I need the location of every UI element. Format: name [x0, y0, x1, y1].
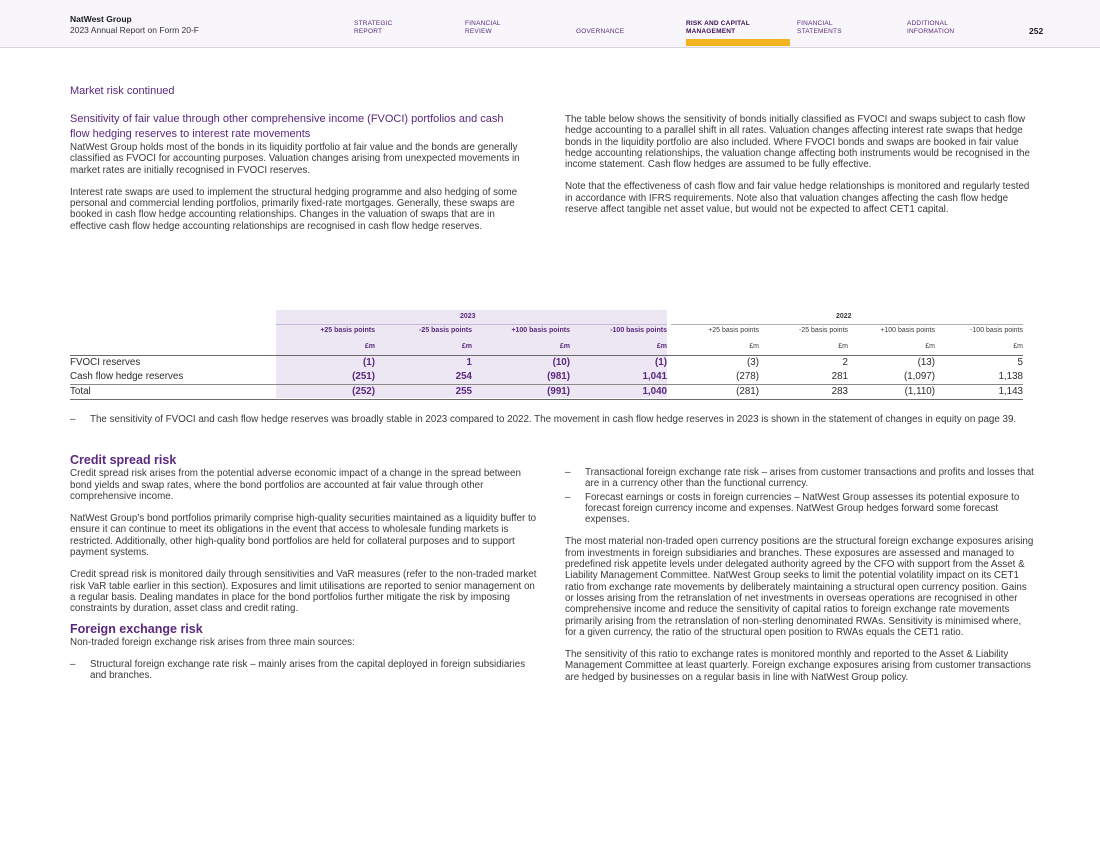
unit-label: £m — [925, 343, 935, 350]
table-cell: (278) — [736, 371, 759, 382]
row-label: FVOCI reserves — [70, 357, 141, 368]
nav-line: GOVERNANCE — [576, 27, 625, 35]
paragraph: Credit spread risk arises from the potential adverse economic impact of a change in the spread between bond yields and swap rates, where the bond portfolios are accounted at fair value through other comprehensive income. — [70, 468, 521, 502]
table-cell: 1,138 — [998, 371, 1023, 382]
nav-line: REVIEW — [465, 27, 492, 35]
divider — [70, 355, 1023, 356]
row-label: Cash flow hedge reserves — [70, 371, 184, 382]
company-name: NatWest Group — [70, 14, 132, 24]
nav-line: INFORMATION — [907, 27, 955, 35]
nav-strategic-report[interactable] — [354, 20, 393, 35]
table-cell: 254 — [455, 371, 472, 382]
unit-label: £m — [838, 343, 848, 350]
year-2023-header: 2023 — [460, 313, 476, 320]
table-cell: (1) — [655, 357, 667, 368]
list-item-text: Structural foreign exchange rate risk – mainly arises from the capital deployed in foreign subsidiaries and branches. — [90, 659, 526, 682]
report-title: 2023 Annual Report on Form 20-F — [70, 25, 199, 35]
table-cell: 1,143 — [998, 386, 1023, 397]
column-header: +100 basis points — [880, 327, 935, 334]
nav-line: REPORT — [354, 27, 383, 35]
table-cell: (981) — [547, 371, 570, 382]
nav-line: ADDITIONAL — [907, 20, 949, 27]
dash-marker: – — [565, 491, 571, 503]
table-cell: 1 — [466, 357, 472, 368]
page-header — [0, 0, 1100, 48]
table-cell: (281) — [736, 386, 759, 397]
unit-label: £m — [559, 343, 570, 350]
fx-risk-heading: Foreign exchange risk — [70, 621, 203, 636]
nav-line: FINANCIAL — [797, 20, 833, 27]
nav-line: RISK AND CAPITAL — [686, 20, 750, 27]
table-footnote — [70, 414, 1030, 426]
paragraph: Non-traded foreign exchange risk arises from three main sources: — [70, 636, 355, 648]
column-header: +25 basis points — [708, 327, 759, 334]
credit-spread-heading: Credit spread risk — [70, 453, 177, 467]
column-header: -100 basis points — [610, 327, 667, 334]
column-header: -25 basis points — [419, 327, 472, 334]
nav-line: MANAGEMENT — [686, 27, 736, 35]
column-header-row — [70, 327, 1023, 340]
paragraph: NatWest Group holds most of the bonds in its liquidity portfolio at fair value and the bonds are generally classified as FVOCI for accounting purposes. Valuation changes arising from unexpected movements in market rates are initially recognised in FVOCI reserves. — [70, 142, 520, 176]
column-header: -100 basis points — [970, 327, 1023, 334]
nav-financial-statements[interactable] — [797, 20, 842, 35]
table-cell: (10) — [552, 357, 570, 368]
list-item-text: Transactional foreign exchange rate risk – arises from customer transactions and profits and losses that are in a currency other than the functional currency. — [585, 467, 1034, 490]
table-cell: (1,110) — [904, 386, 935, 397]
table-row-total — [70, 386, 1023, 399]
dash-marker: – — [70, 414, 76, 425]
table-cell: 1,041 — [642, 371, 667, 382]
active-tab-indicator — [686, 39, 790, 46]
table-cell: (991) — [547, 386, 570, 397]
table-cell: 255 — [455, 386, 472, 397]
table-cell: (13) — [917, 357, 935, 368]
paragraph: Interest rate swaps are used to implement the structural hedging programme and also hedging of some personal and commercial lending portfolios, primarily fixed-rate mortgages. Generally, these swaps are booked in cash flow hedge accounting relationships. Changes in the valuation of swaps that are in effective cash flow hedge accounting relationships are recognised in cash flow hedge reserves. — [70, 186, 518, 232]
table-cell: (1,097) — [903, 371, 935, 382]
nav-additional-information[interactable] — [907, 20, 954, 35]
nav-line: FINANCIAL — [465, 20, 501, 27]
table-cell: (251) — [352, 371, 375, 382]
table-cell: (3) — [747, 357, 759, 368]
unit-label: £m — [1013, 343, 1023, 350]
divider — [70, 384, 1023, 385]
divider — [276, 324, 667, 325]
nav-line: STATEMENTS — [797, 27, 842, 35]
table-row — [70, 371, 1023, 384]
paragraph: The sensitivity of this ratio to exchange rates is monitored monthly and reported to the Asset & Liability Management Committee at least quarterly. Foreign exchange exposures arising from customer transactions are hedged by businesses on a regular basis in line with NatWest Group policy. — [565, 649, 1031, 683]
table-cell: 283 — [831, 386, 848, 397]
unit-label: £m — [749, 343, 759, 350]
nav-governance[interactable] — [576, 28, 624, 36]
paragraph: Note that the effectiveness of cash flow and fair value hedge relationships is monitored and regularly tested in accordance with IFRS requirements. Note also that valuation changes affecting the cash flow hedge reserve affect tangible net asset value, but would not be expected to affect CET1 capital. — [565, 181, 1030, 216]
paragraph: The most material non-traded open currency positions are the structural foreign exchange exposures arising from investments in foreign subsidiaries and branches. These exposures are assessed and managed to predefined risk appetite levels under delegated authority agreed by the CFO with support from the Asset & Liability Management Committee. NatWest Group seeks to limit the potential volatility impact on its CET1 ratio from exchange rate movements by deliberately maintaining a structural open currency position. Gains or losses arising from the retranslation of net investments in overseas operations are recognised in other comprehensive income and reduce the sensitivity of capital ratios to foreign exchange rate movements primarily arising from the retranslation of non-sterling denominated RWAs. Sensitivity is minimised where, for a given currency, the ratio of the structural open position to RWAs equals the CET1 ratio. — [565, 536, 1034, 638]
column-header: +25 basis points — [320, 327, 375, 334]
footnote-text: The sensitivity of FVOCI and cash flow hedge reserves was broadly stable in 2023 compared to 2022. The movement in cash flow hedge reserves in 2023 is shown in the statement of changes in equity on page 39. — [90, 414, 1017, 425]
unit-label: £m — [364, 343, 375, 350]
unit-label: £m — [461, 343, 472, 350]
list-item — [565, 467, 1035, 490]
paragraph: Credit spread risk is monitored daily through sensitivities and VaR measures (refer to the non-traded market risk VaR table earlier in this section). Exposures and limit utilisations are reported to senior management on a regular basis. Dealing mandates in place for the bond portfolios further mitigate the risk by imposing constraints by duration, asset class and credit rating. — [70, 569, 537, 615]
list-item-text: Forecast earnings or costs in foreign currencies – NatWest Group assesses its potential exposure to forecast foreign currency income and expenses. NatWest Group hedges forward some forecast expenses. — [585, 491, 1020, 526]
table-cell: 2 — [842, 357, 848, 368]
row-label: Total — [70, 386, 91, 397]
list-item — [70, 659, 540, 682]
divider — [70, 399, 1023, 400]
brand — [70, 14, 199, 35]
unit-label: £m — [656, 343, 667, 350]
table-cell: 1,040 — [642, 386, 667, 397]
table-cell: 5 — [1017, 357, 1023, 368]
list-item — [565, 492, 1035, 526]
fvoci-left-column — [70, 112, 526, 243]
table-row — [70, 357, 1023, 370]
dash-marker: – — [565, 467, 571, 478]
risk-left-column — [70, 455, 540, 684]
table-cell: 281 — [831, 371, 848, 382]
nav-financial-review[interactable] — [465, 20, 501, 35]
table-cell: (252) — [352, 386, 375, 397]
column-header: -25 basis points — [798, 327, 848, 334]
fvoci-right-column — [565, 114, 1031, 226]
nav-line: STRATEGIC — [354, 20, 393, 27]
table-cell: (1) — [363, 357, 375, 368]
fvoci-heading: Sensitivity of fair value through other comprehensive income (FVOCI) portfolios and cash flow hedging reserves to interest rate movements — [70, 113, 504, 140]
nav-risk-capital-management[interactable] — [686, 20, 750, 35]
risk-right-column — [565, 467, 1035, 694]
column-header: +100 basis points — [511, 327, 570, 334]
divider — [671, 324, 1023, 325]
paragraph: NatWest Group’s bond portfolios primarily comprise high-quality securities maintained as a liquidity buffer to ensure it can continue to meet its obligations in the event that access to wholesale funding markets is restricted. Additionally, other high-quality bond portfolios are held for collateral purposes and to support payment systems. — [70, 513, 537, 559]
page-number: 252 — [1029, 26, 1044, 36]
dash-marker: – — [70, 659, 76, 671]
year-2022-header: 2022 — [836, 313, 852, 320]
section-label: Market risk continued — [70, 85, 175, 97]
paragraph: The table below shows the sensitivity of bonds initially classified as FVOCI and swaps subject to cash flow hedge accounting to a parallel shift in all rates. Valuation changes affecting interest rate swaps that hedge bonds in the liquidity portfolio are also included. Where FVOCI bonds and swaps are booked in fair value hedge accounting relationships, the valuation change affecting both instruments would be recognised in the income statement. Cash flow hedges are assumed to be fully effective. — [565, 114, 1030, 171]
